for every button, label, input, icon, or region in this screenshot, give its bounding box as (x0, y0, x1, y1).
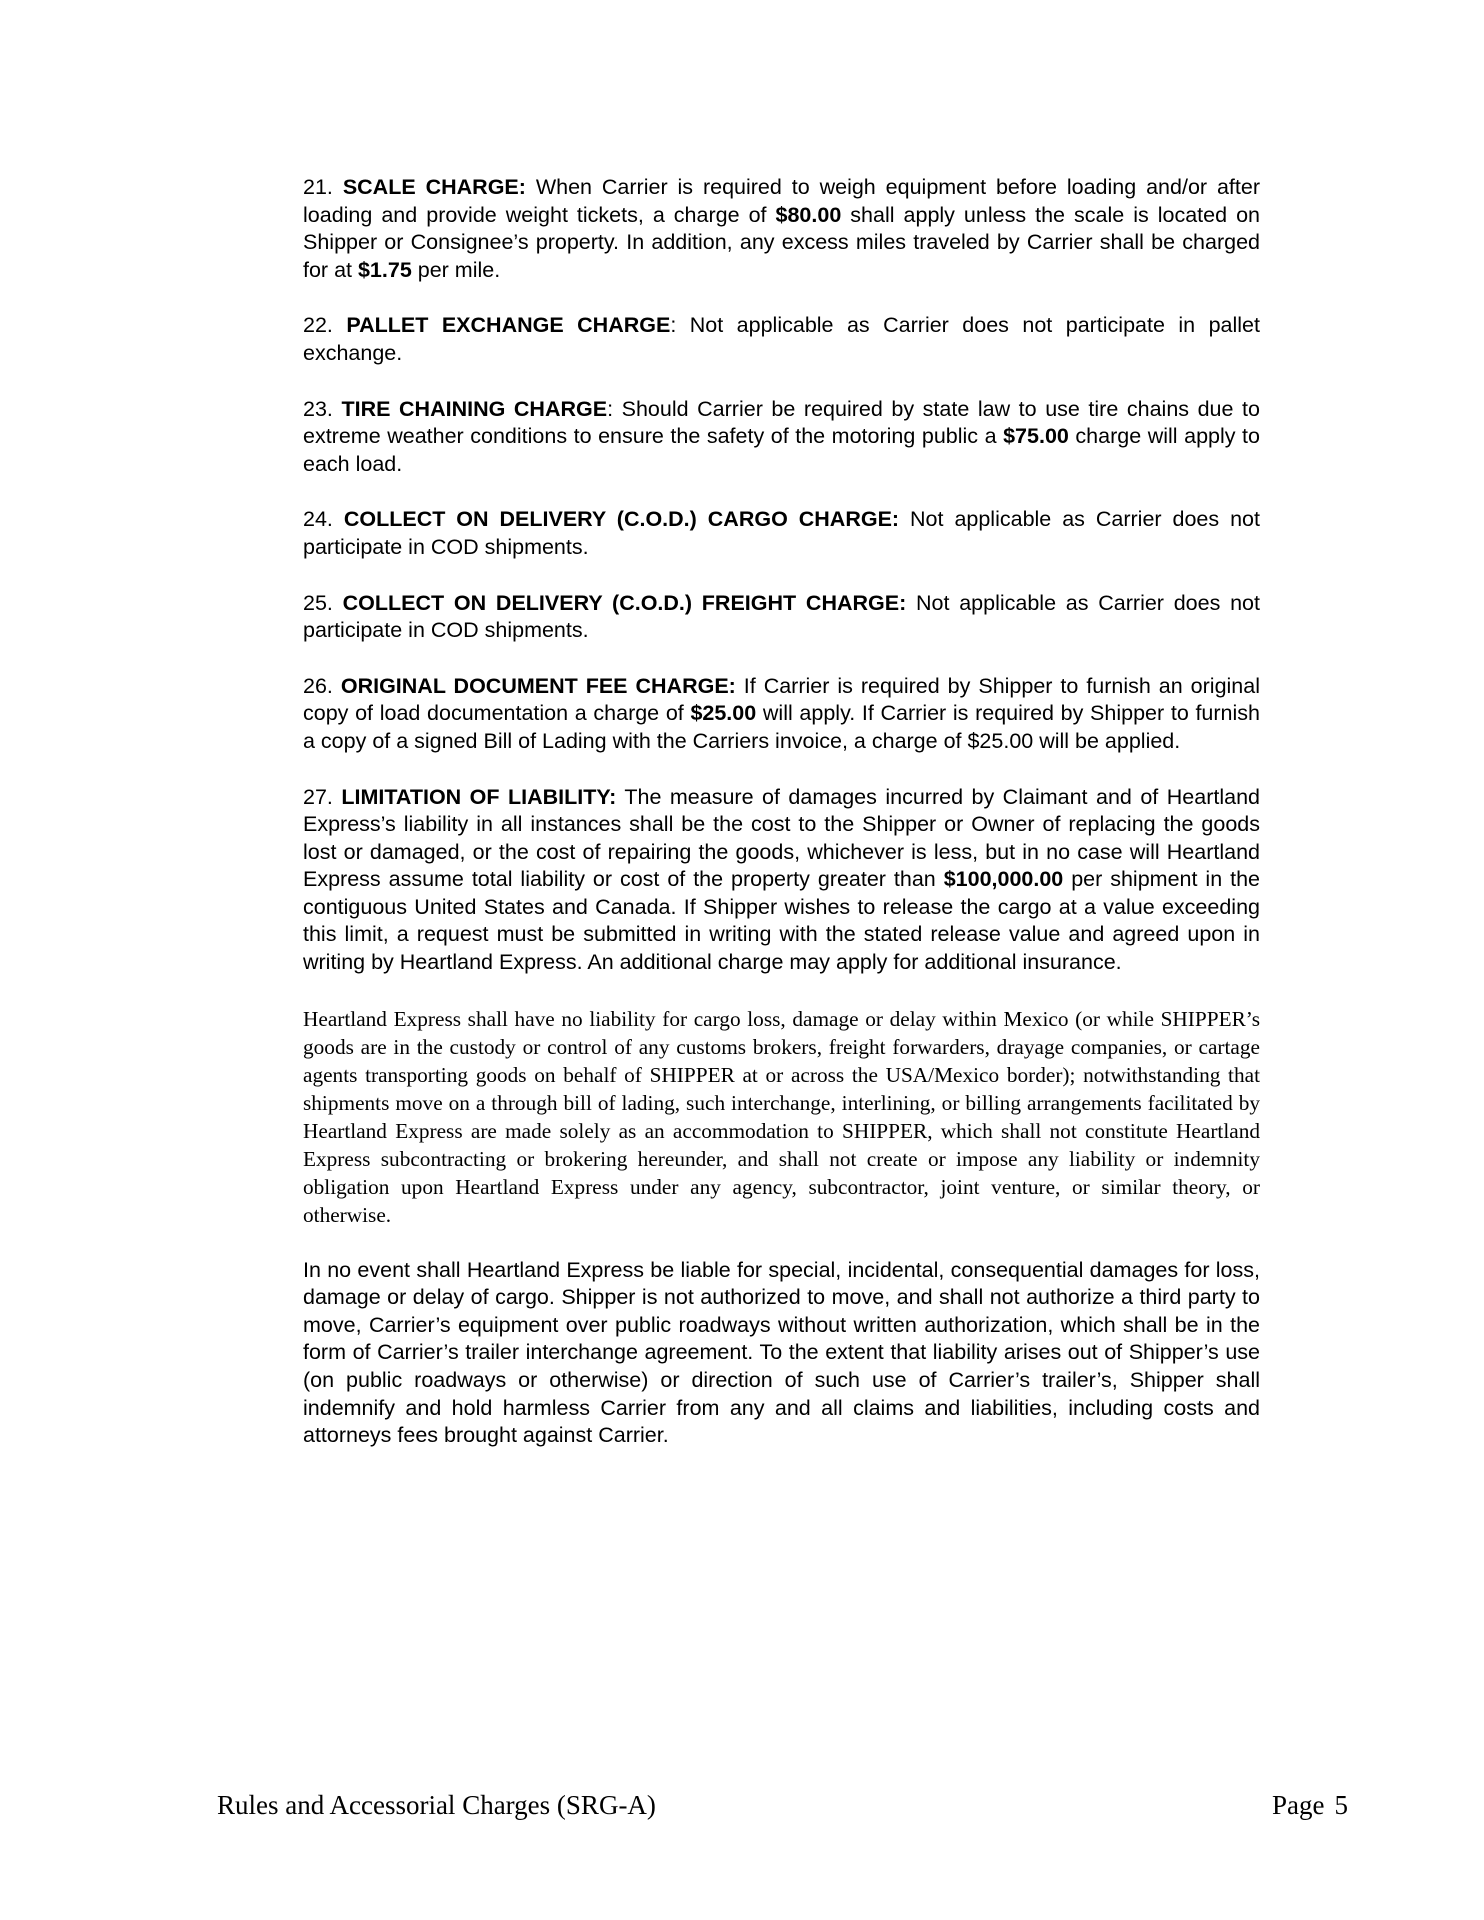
section-heading: COLLECT ON DELIVERY (C.O.D.) CARGO CHARGE: (343, 507, 900, 532)
section-heading: LIMITATION OF LIABILITY: (341, 784, 617, 809)
section-24: 24. COLLECT ON DELIVERY (C.O.D.) CARGO CHARGE: Not applicable as Carrier does not participate in COD shipments. (303, 507, 1260, 559)
page-number: Page 5 (1272, 1790, 1348, 1820)
section-heading: TIRE CHAINING CHARGE (341, 396, 608, 421)
section-heading: SCALE CHARGE: (342, 175, 526, 199)
section-heading: PALLET EXCHANGE CHARGE (346, 313, 671, 338)
charge-amount: $75.00 (1003, 424, 1069, 449)
footer-title: Rules and Accessorial Charges (SRG-A) (217, 1790, 656, 1820)
section-27: 27. LIMITATION OF LIABILITY: The measure of damages incurred by Claimant and of Heartland Express’s liability in all instances shall be the cost to the Shipper or Owner of replacing the goods lost or damaged, or the cost of repairing the goods, whichever is less, but in no case will Heartland Express assume total liability or cost of the property greater than $100,000.00 per shipment in the contiguous United States and Canada. If Shipper wishes to release the cargo at a value exceeding this limit, a request must be submitted in writing with the stated release value and agreed upon in writing by Heartland Express. An additional charge may apply for additional insurance. (303, 784, 1260, 975)
section-22: 22. PALLET EXCHANGE CHARGE: Not applicable as Carrier does not participate in pallet exchange. (303, 313, 1260, 365)
document-body (303, 174, 1260, 1478)
section-heading: COLLECT ON DELIVERY (C.O.D.) FREIGHT CHARGE: (342, 590, 907, 615)
mexico-liability-paragraph: Heartland Express shall have no liability for cargo loss, damage or delay within Mexico (or while SHIPPER’s goods are in the custody or control of any customs brokers, freight forwarders, drayage companies, or cartage agents transporting goods on behalf of SHIPPER at or across the USA/Mexico border); notwithstanding that shipments move on a through bill of lading, such interchange, interlining, or billing arrangements facilitated by Heartland Express are made solely as an accommodation to SHIPPER, which shall not constitute Heartland Express subcontracting or brokering hereunder, and shall not create or impose any liability or indemnity obligation upon Heartland Express under any agency, subcontractor, joint venture, or similar theory, or otherwise. (303, 1006, 1260, 1227)
section-23: 23. TIRE CHAINING CHARGE: Should Carrier be required by state law to use tire chains due to extreme weather conditions to ensure the safety of the motoring public a $75.00 charge will apply to each load. (303, 396, 1260, 476)
charge-amount: $80.00 (775, 202, 842, 227)
charge-amount: $25.00 (690, 701, 757, 726)
page-footer (217, 1790, 1348, 1821)
section-25: 25. COLLECT ON DELIVERY (C.O.D.) FREIGHT CHARGE: Not applicable as Carrier does not participate in COD shipments. (303, 590, 1260, 643)
section-26: 26. ORIGINAL DOCUMENT FEE CHARGE: If Carrier is required by Shipper to furnish an original copy of load documentation a charge of $25.00 will apply. If Carrier is required by Shipper to furnish a copy of a signed Bill of Lading with the Carriers invoice, a charge of $25.00 will be applied. (303, 673, 1261, 753)
section-21: 21. SCALE CHARGE: When Carrier is required to weigh equipment before loading and/or after loading and provide weight tickets, a charge of $80.00 shall apply unless the scale is located on Shipper or Consignee’s property. In addition, any excess miles traveled by Carrier shall be charged for at $1.75 per mile. (303, 175, 1260, 282)
section-heading: ORIGINAL DOCUMENT FEE CHARGE: (340, 673, 736, 698)
charge-amount: $100,000.00 (943, 867, 1064, 892)
charge-amount: $1.75 (357, 257, 412, 282)
final-liability-paragraph: In no event shall Heartland Express be liable for special, incidental, consequential damages for loss, damage or delay of cargo. Shipper is not authorized to move, and shall not authorize a third party to move, Carrier’s equipment over public roadways without written authorization, which shall be in the form of Carrier’s trailer interchange agreement. To the extent that liability arises out of Shipper’s use (on public roadways or otherwise) or direction of such use of Carrier’s trailer’s, Shipper shall indemnify and hold harmless Carrier from any and all claims and liabilities, including costs and attorneys fees brought against Carrier. (303, 1257, 1260, 1448)
